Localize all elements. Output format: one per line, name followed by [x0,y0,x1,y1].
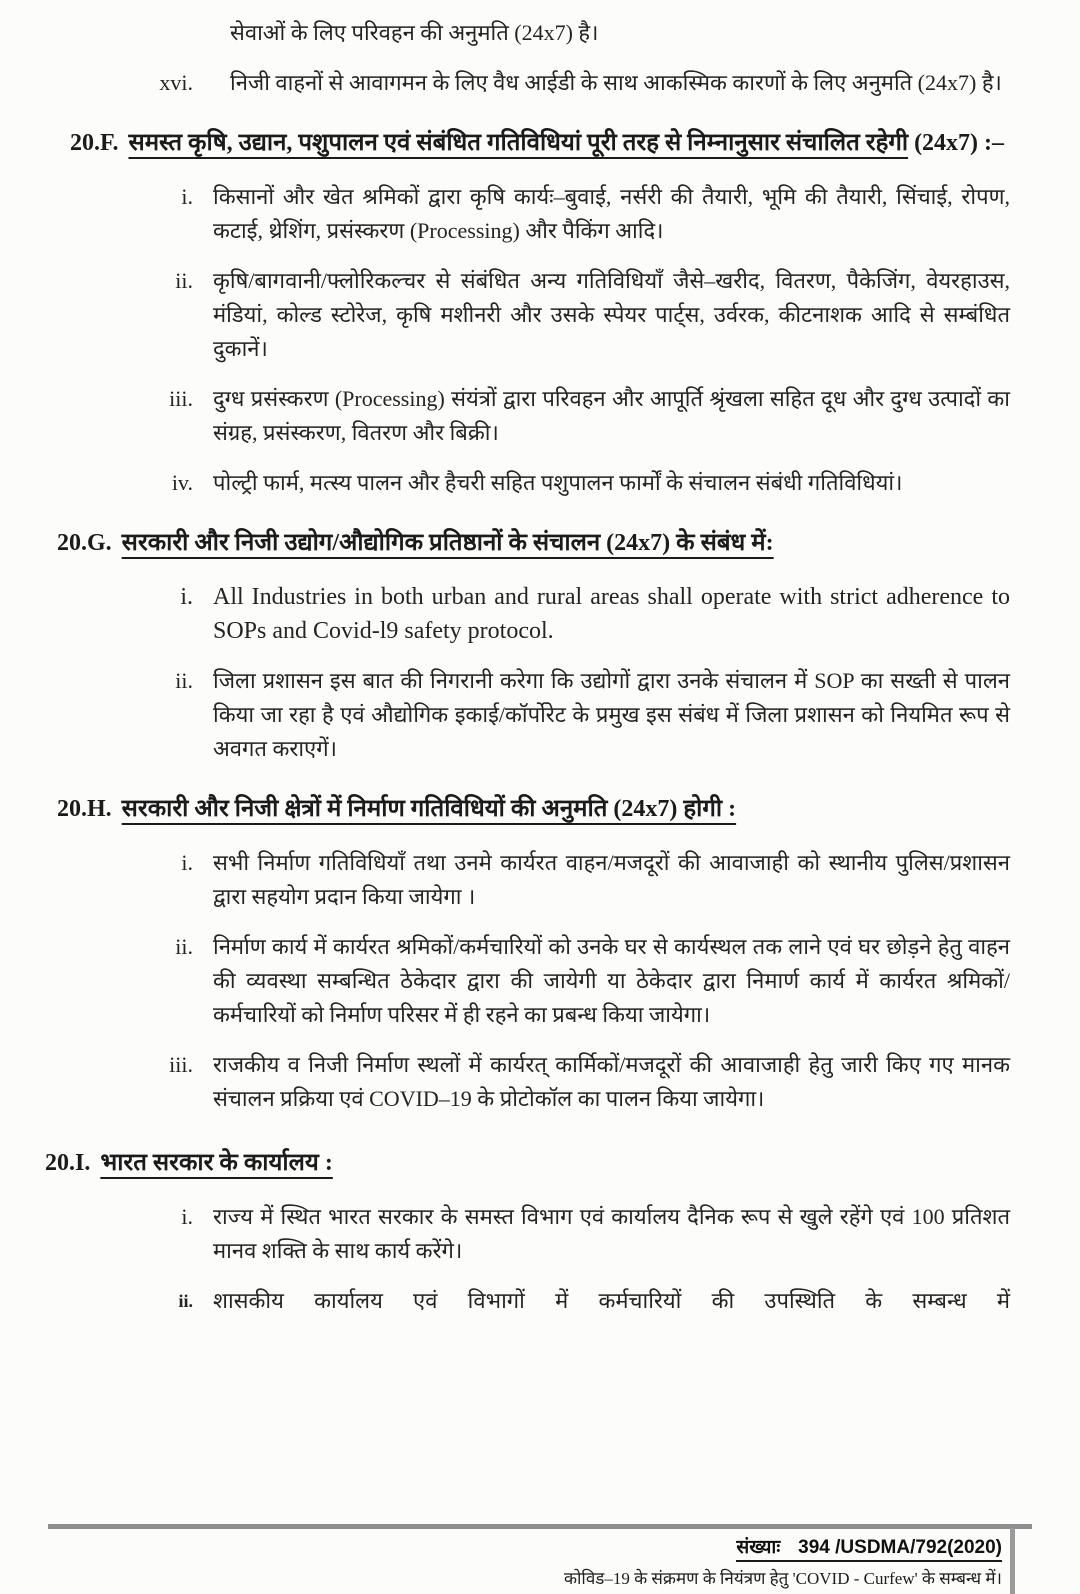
item-text: सभी निर्माण गतिविधियाँ तथा उनमे कार्यरत वाहन/मजदूरों की आवाजाही को स्थानीय पुलिस/प्रशासन द्वारा सहयोग प्रदान किया जायेगा । [213,850,1010,909]
item-marker: ii. [175,934,193,959]
section-id: 20.I. [45,1150,91,1176]
section-heading-20H [57,788,1010,830]
list-item [0,846,1010,914]
item-marker: ii. [178,1291,193,1311]
continued-paragraph-text: सेवाओं के लिए परिवहन की अनुमति (24x7) है। [230,20,599,45]
item-marker: iii. [169,1052,193,1077]
item-text: शासकीय कार्यालय एवं विभागों में कर्मचारियों की उपस्थिति के सम्बन्ध में [213,1288,1010,1313]
section-title: समस्त कृषि, उद्यान, पशुपालन एवं संबंधित गतिविधियां पूरी तरह से निम्नानुसार संचालित रहेगी (24x7) :– [128,130,1005,156]
section-id: 20.H. [57,796,112,822]
list-item [0,1200,1010,1268]
section-heading-20I [45,1142,1010,1184]
footer-reference-label: संख्याः [736,1537,781,1558]
section-title: सरकारी और निजी क्षेत्रों में निर्माण गतिविधियों की अनुमति (24x7) होगी : [121,796,737,822]
item-marker: ii. [175,268,193,293]
list-item [0,1048,1010,1116]
footer-reference-number: 394 /USDMA/792(2020) [798,1537,1002,1558]
section-title: भारत सरकार के कार्यालय : [100,1150,333,1176]
list-item-xvi [0,66,1010,100]
item-marker: ii. [175,668,193,693]
separator-rule [48,1524,1032,1529]
list-item [0,930,1010,1032]
item-marker: i. [181,1204,193,1229]
item-text: All Industries in both urban and rural areas shall operate with strict adherence to SOPs and Covid-l9 safety protocol. [213,584,1010,644]
footer-note [564,1533,1002,1589]
list-item [0,264,1010,366]
list-item [0,1284,1010,1318]
section-title-suffix: (24x7) :– [908,130,1005,156]
item-text: कृषि/बागवानी/फ्लोरिकल्चर से संबंधित अन्य गतिविधियाँ जैसे–खरीद, वितरण, पैकेजिंग, वेयरहाउस, मंडियां, कोल्ड स्टोरेज, कृषि मशीनरी और उसके स्पेयर पार्ट्स, उर्वरक, कीटनाशक आदि से सम्बंधित दुकानें। [213,268,1010,361]
item-text: दुग्ध प्रसंस्करण (Processing) संयंत्रों द्वारा परिवहन और आपूर्ति श्रृंखला सहित दूध और दुग्ध उत्पादों का संग्रह, प्रसंस्करण, वितरण और बिक्री। [213,386,1010,445]
item-text: किसानों और खेत श्रमिकों द्वारा कृषि कार्यः–बुवाई, नर्सरी की तैयारी, भूमि की तैयारी, सिंचाई, रोपण, कटाई, थ्रेशिंग, प्रसंस्करण (Processing) और पैकिंग आदि। [213,184,1010,243]
list-item [0,180,1010,248]
footer-subject: कोविड–19 के संक्रमण के नियंत्रण हेतु 'COVID - Curfew' के सम्बन्ध में। [563,1569,1002,1588]
item-marker: i. [181,850,193,875]
section-heading-20F [70,122,1010,164]
list-item [0,466,1010,500]
footer-box-edge [1010,1528,1015,1594]
item-marker: xvi. [159,70,193,95]
item-marker: i. [180,584,193,610]
item-text: जिला प्रशासन इस बात की निगरानी करेगा कि उद्योगों द्वारा उनके संचालन में SOP का सख्ती से पालन किया जा रहा है एवं औद्योगिक इकाई/कॉर्पोरेट के प्रमुख इस संबंध में जिला प्रशासन को नियमित रूप से अवगत कराएगें। [213,668,1010,761]
section-heading-20G [57,522,1010,564]
item-text: राज्य में स्थित भारत सरकार के समस्त विभाग एवं कार्यालय दैनिक रूप से खुले रहेंगे एवं 100 प्रतिशत मानव शक्ति के साथ कार्य करेंगे। [213,1204,1010,1263]
item-text: निर्माण कार्य में कार्यरत श्रमिकों/कर्मचारियों को उनके घर से कार्यस्थल तक लाने एवं घर छोड़ने हेतु वाहन की व्यवस्था सम्बन्धित ठेकेदार द्वारा की जायेगी या ठेकेदार द्वारा निमार्ण कार्य में कार्यरत श्रमिकों/कर्मचारियों को निर्माण परिसर में ही रहने का प्रबन्ध किया जायेगा। [213,934,1010,1027]
footer-reference [736,1533,1002,1562]
item-marker: iv. [171,470,193,495]
section-id: 20.F. [70,130,119,156]
list-item [0,664,1010,766]
item-text: राजकीय व निजी निर्माण स्थलों में कार्यरत् कार्मिकों/मजदूरों की आवाजाही हेतु जारी किए गए मानक संचालन प्रक्रिया एवं COVID–19 के प्रोटोकॉल का पालन किया जायेगा। [213,1052,1010,1111]
item-marker: iii. [169,386,193,411]
item-marker: i. [181,184,193,209]
list-item [0,382,1010,450]
list-item [0,580,1010,648]
item-text: पोल्ट्री फार्म, मत्स्य पालन और हैचरी सहित पशुपालन फार्मों के संचालन संबंधी गतिविधियां। [213,470,903,495]
section-id: 20.G. [57,530,112,556]
section-title: सरकारी और निजी उद्योग/औद्योगिक प्रतिष्ठानों के संचालन (24x7) के संबंध में: [121,530,774,556]
item-text: निजी वाहनों से आवागमन के लिए वैध आईडी के साथ आकस्मिक कारणों के लिए अनुमति (24x7) है। [230,70,1002,95]
